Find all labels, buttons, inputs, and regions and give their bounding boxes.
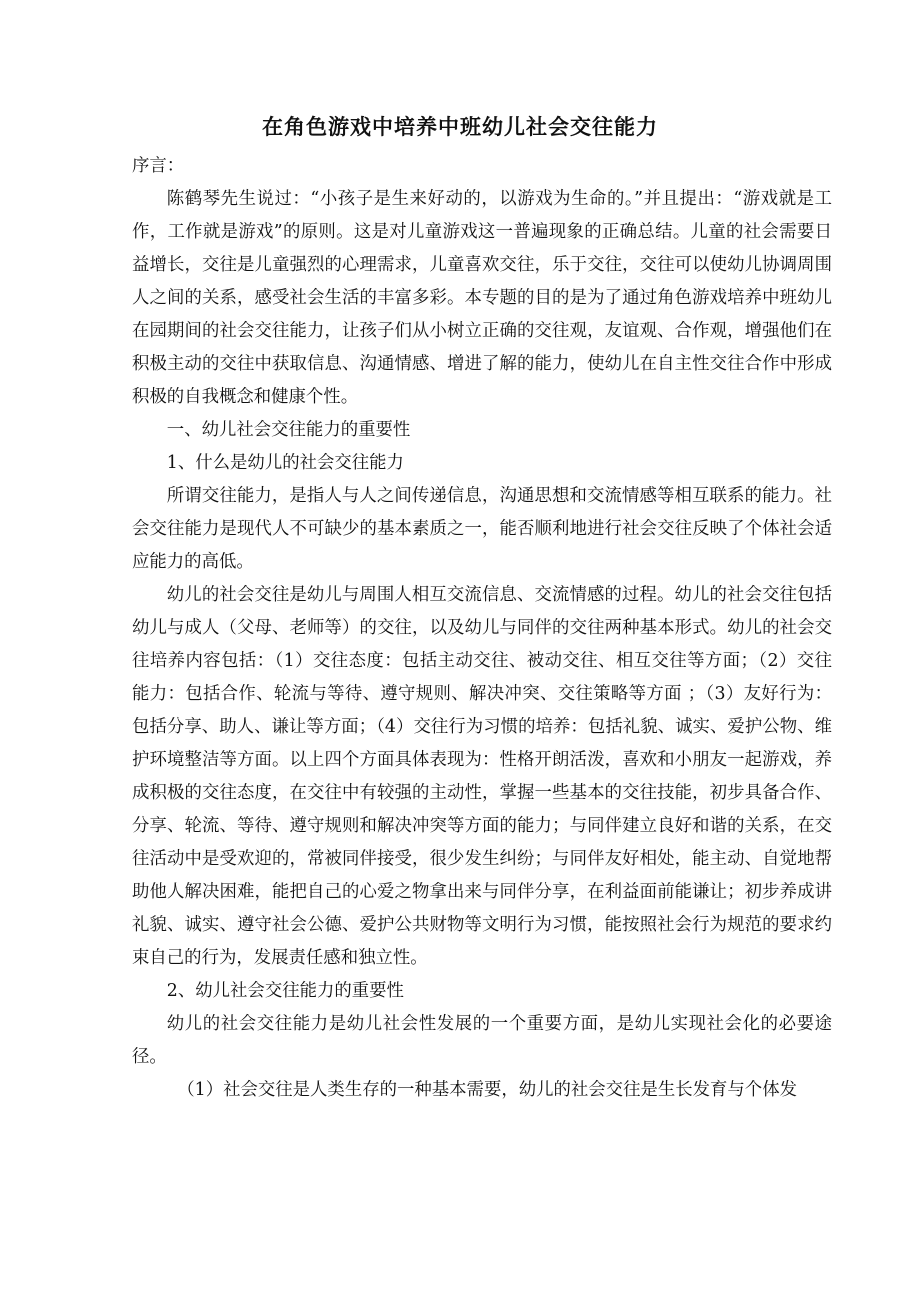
document-title: 在角色游戏中培养中班幼儿社会交往能力 bbox=[262, 115, 658, 139]
subsection-heading-2: 2、幼儿社会交往能力的重要性 bbox=[166, 981, 404, 1001]
paragraph-intro: 陈鹤琴先生说过：“小孩子是生来好动的，以游戏为生命的。”并且提出：“游戏就是工作，工作就是游戏”的原则。这是对儿童游戏这一普遍现象的正确总结。儿童的社会需要日益增长，交往是儿童强烈的心理需求，儿童喜欢交往，乐于交往，交往可以使幼儿协调周围人之间的关系，感受社会生活的丰富多彩。本专题的目的是为了通过角色游戏培养中班幼儿在园期间的社会交往能力，让孩子们从小树立正确的交往观，友谊观、合作观，增强他们在积极主动的交往中获取信息、沟通情感、增进了解的能力，使幼儿在自主性交往合作中形成积极的自我概念和健康个性。 bbox=[132, 189, 832, 407]
document-body bbox=[132, 150, 832, 1107]
paragraph-point-1: （1）社会交往是人类生存的一种基本需要，幼儿的社会交往是生长发育与个体发 bbox=[177, 1080, 797, 1100]
paragraph-importance: 幼儿的社会交往能力是幼儿社会性发展的一个重要方面，是幼儿实现社会化的必要途径。 bbox=[132, 1014, 832, 1067]
paragraph-social-interaction: 幼儿的社会交往是幼儿与周围人相互交流信息、交流情感的过程。幼儿的社会交往包括幼儿与成人（父母、老师等）的交往，以及幼儿与同伴的交往两种基本形式。幼儿的社会交往培养内容包括：（1）交往态度：包括主动交往、被动交往、相互交往等方面；（2）交往能力：包括合作、轮流与等待、遵守规则、解决冲突、交往策略等方面 ；（3）友好行为：包括分享、助人、谦让等方面；（4）交往行为习惯的培养：包括礼貌、诚实、爱护公物、维护环境整洁等方面。以上四个方面具体表现为：性格开朗活泼，喜欢和小朋友一起游戏，养成积极的交往态度，在交往中有较强的主动性，掌握一些基本的交往技能，初步具备合作、分享、轮流、等待、遵守规则和解决冲突等方面的能力；与同伴建立良好和谐的关系，在交往活动中是受欢迎的，常被同伴接受，很少发生纠纷；与同伴友好相处，能主动、自觉地帮助他人解决困难，能把自己的心爱之物拿出来与同伴分享，在利益面前能谦让；初步养成讲礼貌、诚实、遵守社会公德、爱护公共财物等文明行为习惯，能按照社会行为规范的要求约束自己的行为，发展责任感和独立性。 bbox=[132, 585, 832, 968]
preface-label: 序言： bbox=[132, 156, 185, 176]
paragraph-definition: 所谓交往能力，是指人与人之间传递信息，沟通思想和交流情感等相互联系的能力。社会交往能力是现代人不可缺少的基本素质之一，能否顺利地进行社会交往反映了个体社会适应能力的高低。 bbox=[132, 486, 832, 572]
subsection-heading-1: 1、什么是幼儿的社会交往能力 bbox=[166, 453, 404, 473]
section-heading-1: 一、幼儿社会交往能力的重要性 bbox=[166, 420, 411, 440]
